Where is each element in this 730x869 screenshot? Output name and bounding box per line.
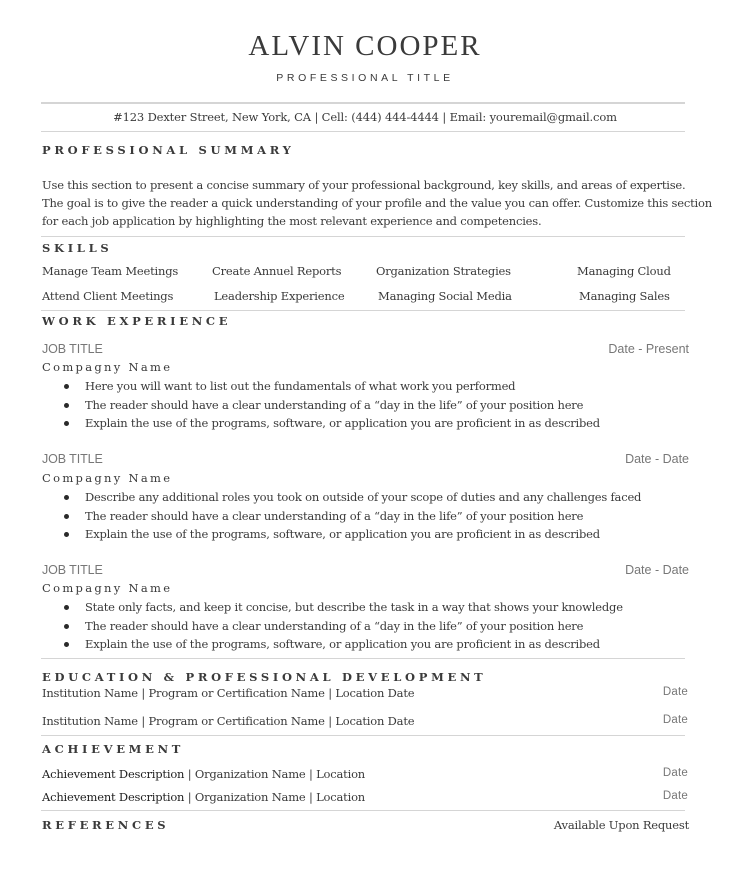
achievement-date: Date: [662, 790, 688, 802]
company-name: Compagny Name: [42, 581, 173, 595]
education-entry: Institution Name | Program or Certification Name | Location Date: [42, 686, 415, 700]
skill-item: Organization Strategies: [376, 264, 511, 278]
experience-heading: WORK EXPERIENCE: [42, 314, 232, 328]
job-date: Date - Date: [625, 452, 689, 466]
achievement-detail: | Organization Name | Location: [184, 767, 365, 781]
education-date: Date: [662, 686, 688, 698]
skill-item: Manage Team Meetings: [42, 264, 179, 278]
summary-line: Use this section to present a concise summary of your professional background, key skills, and areas of expertise.: [42, 178, 686, 192]
skill-item: Managing Cloud: [577, 264, 671, 278]
divider: [41, 810, 685, 811]
job-date: Date - Date: [625, 563, 689, 577]
skills-heading: SKILLS: [42, 241, 113, 255]
divider: [41, 102, 685, 104]
job-title: JOB TITLE: [42, 342, 103, 356]
references-heading: REFERENCES: [42, 818, 170, 832]
summary-line: The goal is to give the reader a quick understanding of your profile and the value you can offer. Customize this section: [42, 196, 712, 210]
education-heading: EDUCATION & PROFESSIONAL DEVELOPMENT: [42, 670, 487, 684]
skill-item: Leadership Experience: [214, 289, 345, 303]
divider: [41, 658, 685, 659]
list-item: Describe any additional roles you took on outside of your scope of duties and any challenges faced: [42, 488, 641, 507]
list-item: The reader should have a clear understanding of a “day in the life” of your position here: [42, 617, 623, 636]
summary-line: for each job application by highlighting the most relevant experience and competencies.: [42, 214, 542, 228]
divider: [41, 735, 685, 736]
skill-item: Managing Social Media: [378, 289, 512, 303]
job-title: JOB TITLE: [42, 563, 103, 577]
divider: [41, 236, 685, 237]
list-item: State only facts, and keep it concise, but describe the task in a way that shows your knowledge: [42, 598, 623, 617]
candidate-name: ALVIN COOPER: [248, 30, 482, 62]
achievement-description: Achievement Description: [42, 767, 185, 781]
achievement-heading: ACHIEVEMENT: [42, 742, 185, 756]
achievement-detail: | Organization Name | Location: [184, 790, 365, 804]
list-item: The reader should have a clear understanding of a “day in the life” of your position here: [42, 396, 600, 415]
achievement-date: Date: [662, 767, 688, 779]
skill-item: Managing Sales: [579, 289, 670, 303]
company-name: Compagny Name: [42, 471, 173, 485]
list-item: Explain the use of the programs, software, or application you are proficient in as described: [42, 414, 600, 433]
company-name: Compagny Name: [42, 360, 173, 374]
list-item: Here you will want to list out the fundamentals of what work you performed: [42, 377, 600, 396]
list-item: The reader should have a clear understanding of a “day in the life” of your position here: [42, 507, 641, 526]
education-entry: Institution Name | Program or Certification Name | Location Date: [42, 714, 415, 728]
achievement-entry: [42, 790, 365, 804]
job-bullets: [42, 598, 623, 654]
job-bullets: [42, 488, 641, 544]
divider: [41, 310, 685, 311]
summary-paragraph: [42, 176, 712, 230]
achievement-description: Achievement Description: [42, 790, 185, 804]
job-bullets: [42, 377, 600, 433]
references-value: Available Upon Request: [553, 818, 689, 832]
skill-item: Attend Client Meetings: [42, 289, 174, 303]
job-date: Date - Present: [608, 342, 689, 356]
list-item: Explain the use of the programs, software, or application you are proficient in as described: [42, 635, 623, 654]
divider: [41, 131, 685, 132]
skill-item: Create Annuel Reports: [212, 264, 342, 278]
job-title: JOB TITLE: [42, 452, 103, 466]
achievement-entry: [42, 767, 365, 781]
list-item: Explain the use of the programs, software, or application you are proficient in as described: [42, 525, 641, 544]
contact-line: #123 Dexter Street, New York, CA | Cell: (444) 444-4444 | Email: youremail@gmail.com: [113, 110, 617, 124]
education-date: Date: [662, 714, 688, 726]
summary-heading: PROFESSIONAL SUMMARY: [42, 143, 295, 157]
professional-title: PROFESSIONAL TITLE: [276, 72, 454, 84]
